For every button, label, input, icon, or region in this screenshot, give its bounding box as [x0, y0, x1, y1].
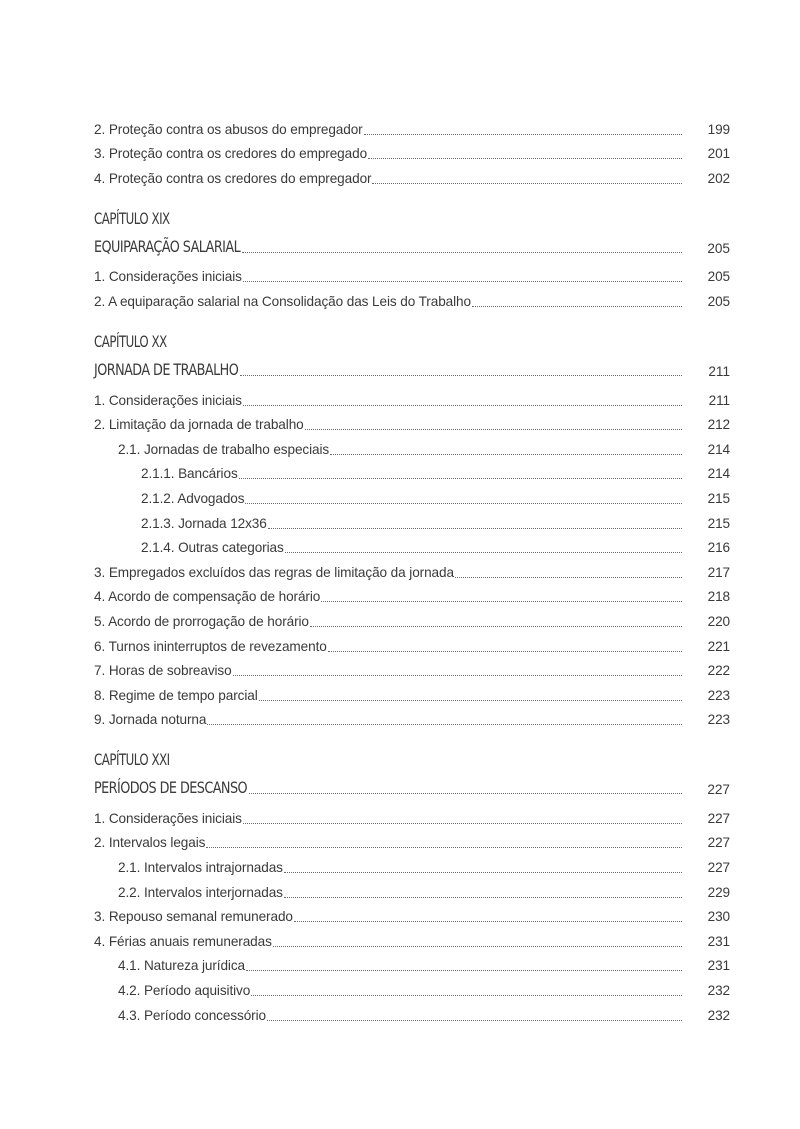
- dot-leader: [246, 960, 682, 971]
- toc-entry: [94, 851, 730, 876]
- toc-entry: [94, 384, 730, 409]
- toc-entry-page-number: 214: [707, 466, 730, 482]
- toc-entry-page-number: 217: [707, 564, 730, 580]
- chapter-section: [94, 748, 730, 1023]
- toc-entry-label: 2.1.3. Jornada 12x36: [141, 515, 267, 531]
- toc-entry-label: 8. Regime de tempo parcial: [94, 687, 258, 703]
- toc-entry-label: 2. Intervalos legais: [94, 835, 206, 851]
- toc-entry: [94, 999, 730, 1024]
- toc-entry-page-number: 227: [707, 810, 730, 826]
- dot-leader: [368, 148, 682, 159]
- dot-leader: [259, 690, 682, 701]
- dot-leader: [330, 444, 682, 455]
- dot-leader: [249, 783, 682, 794]
- toc-entry: [94, 285, 730, 310]
- toc-entry-label: 4.2. Período aquisitivo: [118, 983, 251, 999]
- toc-entry-page-number: 214: [707, 441, 730, 457]
- toc-entry-page-number: 222: [707, 663, 730, 679]
- toc-entry: [94, 802, 730, 827]
- dot-leader: [364, 124, 682, 135]
- toc-entry-label: 2.1.2. Advogados: [141, 490, 245, 506]
- dot-leader: [267, 1010, 682, 1021]
- chapter-number: CAPÍTULO XX: [94, 331, 167, 351]
- dot-leader: [294, 911, 682, 922]
- toc-entry-label: 4.3. Período concessório: [118, 1007, 266, 1023]
- chapter-page-number: 227: [707, 782, 730, 798]
- dot-leader: [310, 616, 682, 627]
- toc-entry: [94, 704, 730, 729]
- toc-entry-page-number: 215: [707, 515, 730, 531]
- toc-entry-label: 2.2. Intervalos interjornadas: [118, 884, 283, 900]
- toc-entry-label: 2.1. Jornadas de trabalho especiais: [118, 441, 330, 457]
- toc-entry: [94, 950, 730, 975]
- dot-leader: [251, 985, 682, 996]
- dot-leader: [284, 862, 682, 873]
- toc-entry: [94, 605, 730, 630]
- toc-entry-label: 2. Limitação da jornada de trabalho: [94, 417, 304, 433]
- toc-entry-page-number: 212: [707, 417, 730, 433]
- chapter-section: [94, 330, 730, 728]
- dot-leader: [243, 271, 682, 282]
- dot-leader: [240, 365, 682, 376]
- dot-leader: [233, 665, 682, 676]
- toc-entry-page-number: 231: [707, 933, 730, 949]
- toc-entry-label: 4. Proteção contra os credores do empregador: [94, 170, 372, 186]
- toc-entry-page-number: 215: [707, 490, 730, 506]
- dot-leader: [243, 395, 682, 406]
- toc-entry: [94, 113, 730, 138]
- chapter-page-number: 211: [708, 363, 730, 379]
- chapter-page-number: 205: [707, 240, 730, 256]
- toc-entry-label: 3. Proteção contra os credores do empregado: [94, 146, 368, 162]
- toc-entry: [94, 901, 730, 926]
- dot-leader: [285, 542, 682, 553]
- toc-entry: [94, 827, 730, 852]
- dot-leader: [472, 296, 682, 307]
- toc-entry-page-number: 227: [707, 835, 730, 851]
- toc-entry-page-number: 201: [707, 146, 730, 162]
- toc-entry-page-number: 216: [707, 540, 730, 556]
- toc-entry-label: 5. Acordo de prorrogação de horário: [94, 613, 309, 629]
- toc-entry-page-number: 231: [707, 958, 730, 974]
- toc-entry-page-number: 202: [707, 170, 730, 186]
- dot-leader: [242, 242, 682, 253]
- toc-entry: [94, 138, 730, 163]
- toc-entry-label: 4.1. Natureza jurídica: [118, 958, 246, 974]
- toc-entry-label: 2.1.4. Outras categorias: [141, 540, 284, 556]
- toc-entry: [94, 482, 730, 507]
- toc-entry-page-number: 232: [707, 983, 730, 999]
- toc-entry-label: 1. Considerações iniciais: [94, 269, 242, 285]
- chapter-title: EQUIPARAÇÃO SALARIAL: [94, 236, 241, 256]
- toc-entry-page-number: 205: [707, 269, 730, 285]
- toc-entry-page-number: 223: [707, 687, 730, 703]
- toc-entry: [94, 581, 730, 606]
- toc-entry: [94, 556, 730, 581]
- dot-leader: [207, 714, 682, 725]
- dot-leader: [328, 641, 682, 652]
- chapter-title-row: [94, 231, 730, 257]
- chapter-section: [94, 207, 730, 310]
- toc-entry-label: 1. Considerações iniciais: [94, 810, 242, 826]
- toc-entry: [94, 655, 730, 680]
- chapter-title-row: [94, 772, 730, 798]
- dot-leader: [372, 173, 682, 184]
- toc-entry-page-number: 223: [707, 712, 730, 728]
- toc-entry-page-number: 199: [707, 121, 730, 137]
- toc-entry-label: 7. Horas de sobreaviso: [94, 663, 232, 679]
- toc-entry-page-number: 227: [707, 860, 730, 876]
- chapter-number: CAPÍTULO XIX: [94, 208, 170, 228]
- toc-entry-label: 2.1. Intervalos intrajornadas: [118, 860, 283, 876]
- chapter-title-row: [94, 354, 730, 380]
- toc-entry-label: 3. Empregados excluídos das regras de limitação da jornada: [94, 564, 454, 580]
- toc-entry-page-number: 232: [707, 1007, 730, 1023]
- dot-leader: [455, 567, 682, 578]
- table-of-contents: [94, 113, 730, 1024]
- toc-entry-page-number: 220: [707, 613, 730, 629]
- dot-leader: [243, 813, 682, 824]
- chapter-number: CAPÍTULO XXI: [94, 750, 170, 770]
- toc-entry-page-number: 218: [707, 589, 730, 605]
- chapter-title: PERÍODOS DE DESCANSO: [94, 778, 248, 798]
- toc-entry: [94, 630, 730, 655]
- toc-entry-label: 6. Turnos ininterruptos de revezamento: [94, 638, 327, 654]
- toc-intro-section: [94, 113, 730, 187]
- toc-entry: [94, 409, 730, 434]
- toc-entry-label: 2.1.1. Bancários: [141, 466, 238, 482]
- dot-leader: [268, 518, 682, 529]
- toc-entry: [94, 433, 730, 458]
- toc-chapters: [94, 207, 730, 1024]
- toc-entry-label: 9. Jornada noturna: [94, 712, 207, 728]
- toc-entry-page-number: 230: [707, 909, 730, 925]
- dot-leader: [239, 468, 682, 479]
- toc-entry-page-number: 211: [708, 392, 730, 408]
- dot-leader: [206, 837, 682, 848]
- dot-leader: [245, 493, 682, 504]
- toc-entry-label: 4. Acordo de compensação de horário: [94, 589, 321, 605]
- toc-entry: [94, 679, 730, 704]
- toc-entry: [94, 458, 730, 483]
- toc-entry: [94, 507, 730, 532]
- toc-entry: [94, 876, 730, 901]
- toc-entry: [94, 532, 730, 557]
- dot-leader: [305, 419, 682, 430]
- chapter-title: JORNADA DE TRABALHO: [94, 359, 239, 379]
- toc-entry-label: 1. Considerações iniciais: [94, 392, 242, 408]
- toc-entry-label: 2. Proteção contra os abusos do empregador: [94, 121, 363, 137]
- toc-entry: [94, 261, 730, 286]
- dot-leader: [284, 887, 682, 898]
- dot-leader: [321, 591, 682, 602]
- toc-entry-label: 2. A equiparação salarial na Consolidação das Leis do Trabalho: [94, 293, 471, 309]
- toc-entry-page-number: 221: [707, 638, 730, 654]
- toc-entry-page-number: 205: [707, 293, 730, 309]
- dot-leader: [273, 936, 682, 947]
- toc-entry-page-number: 229: [707, 884, 730, 900]
- toc-entry: [94, 925, 730, 950]
- toc-entry: [94, 974, 730, 999]
- toc-entry: [94, 162, 730, 187]
- toc-entry-label: 4. Férias anuais remuneradas: [94, 933, 272, 949]
- toc-entry-label: 3. Repouso semanal remunerado: [94, 909, 293, 925]
